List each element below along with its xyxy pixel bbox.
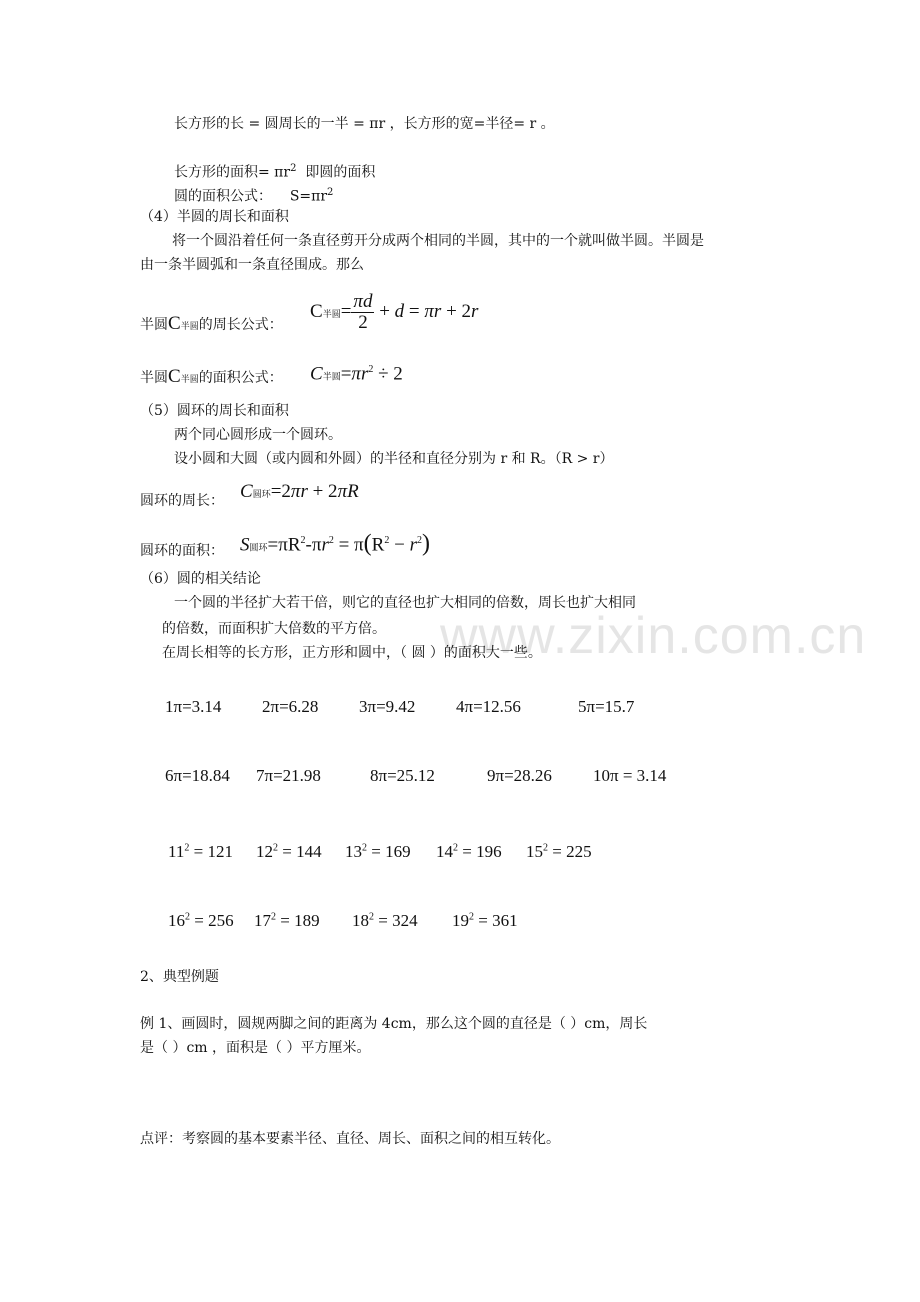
para-4b: 由一条半圆弧和一条直径围成。那么 bbox=[140, 257, 364, 273]
pi-value: 3π=9.42 bbox=[359, 697, 416, 716]
rect-length-line: 长方形的长 = 圆周长的一半 = πr ，长方形的宽=半径= r 。 bbox=[174, 116, 555, 132]
ring-perimeter-formula: C圆环=2πr + 2πR bbox=[240, 481, 359, 502]
pi-value: 9π=28.26 bbox=[487, 766, 552, 785]
para-5a: 两个同心圆形成一个圆环。 bbox=[174, 427, 342, 443]
square-value: $14^2 = 196$ bbox=[436, 842, 502, 861]
heading-4: （4）半圆的周长和面积 bbox=[140, 209, 289, 225]
semicircle-area-formula: C半圆$=\pi r^2 \div 2$ bbox=[310, 363, 403, 385]
semicircle-area-label: 半圆C半圆的面积公式： bbox=[140, 366, 283, 387]
para-6a: 一个圆的半径扩大若干倍，则它的直径也扩大相同的倍数，周长也扩大相同 bbox=[174, 595, 636, 611]
square-value: $16^2 = 256$ bbox=[168, 911, 234, 930]
example-1-line2: 是（ ）cm ，面积是（ ）平方厘米。 bbox=[140, 1040, 371, 1056]
square-value: $15^2 = 225$ bbox=[526, 842, 592, 861]
pi-value: 8π=25.12 bbox=[370, 766, 435, 785]
square-value: $13^2 = 169$ bbox=[345, 842, 411, 861]
semicircle-perimeter-label: 半圆C半圆的周长公式： bbox=[140, 313, 283, 334]
para-4a: 将一个圆沿着任何一条直径剪开分成两个相同的半圆，其中的一个就叫做半圆。半圆是 bbox=[172, 233, 704, 249]
ring-area-label: 圆环的面积： bbox=[140, 543, 224, 559]
section-2-heading: 2、典型例题 bbox=[140, 969, 219, 985]
watermark: www.zixin.com.cn bbox=[440, 607, 867, 665]
para-6c: 在周长相等的长方形，正方形和圆中，（ 圆 ）的面积大一些。 bbox=[162, 645, 542, 661]
example-1-line1: 例 1、画圆时，圆规两脚之间的距离为 4cm，那么这个圆的直径是（ ）cm，周长 bbox=[140, 1016, 648, 1032]
para-6b: 的倍数，而面积扩大倍数的平方倍。 bbox=[162, 621, 386, 637]
pi-value: 6π=18.84 bbox=[165, 766, 230, 785]
pi-value: 5π=15.7 bbox=[578, 697, 635, 716]
comment: 点评：考察圆的基本要素半径、直径、周长、面积之间的相互转化。 bbox=[140, 1131, 560, 1147]
pi-value: 1π=3.14 bbox=[165, 697, 222, 716]
semicircle-perimeter-formula: C半圆= $\frac{\pi d}{2}$ + d = πr + 2r bbox=[310, 291, 479, 333]
ring-perimeter-label: 圆环的周长： bbox=[140, 493, 224, 509]
circle-area-formula: 圆的面积公式： $S=\pi r^2$ bbox=[174, 187, 334, 205]
heading-5: （5）圆环的周长和面积 bbox=[140, 403, 289, 419]
pi-value: 10π = 3.14 bbox=[593, 766, 667, 785]
pi-value: 4π=12.56 bbox=[456, 697, 521, 716]
square-value: $18^2 = 324$ bbox=[352, 911, 418, 930]
rect-area-line: 长方形的面积= $\pi r^2$ 即圆的面积 bbox=[174, 163, 376, 181]
heading-6: （6）圆的相关结论 bbox=[140, 571, 261, 587]
pi-value: 2π=6.28 bbox=[262, 697, 319, 716]
square-value: $19^2 = 361$ bbox=[452, 911, 518, 930]
ring-area-formula: S圆环$=\pi R^2-\pi r^2 = \pi(R^2 - r^2)$ bbox=[240, 530, 430, 557]
square-value: $17^2 = 189$ bbox=[254, 911, 320, 930]
square-value: $11^2 = 121$ bbox=[168, 842, 233, 861]
square-value: $12^2 = 144$ bbox=[256, 842, 322, 861]
pi-value: 7π=21.98 bbox=[256, 766, 321, 785]
para-5b: 设小圆和大圆（或内圆和外圆）的半径和直径分别为 r 和 R。（R > r） bbox=[174, 451, 614, 467]
